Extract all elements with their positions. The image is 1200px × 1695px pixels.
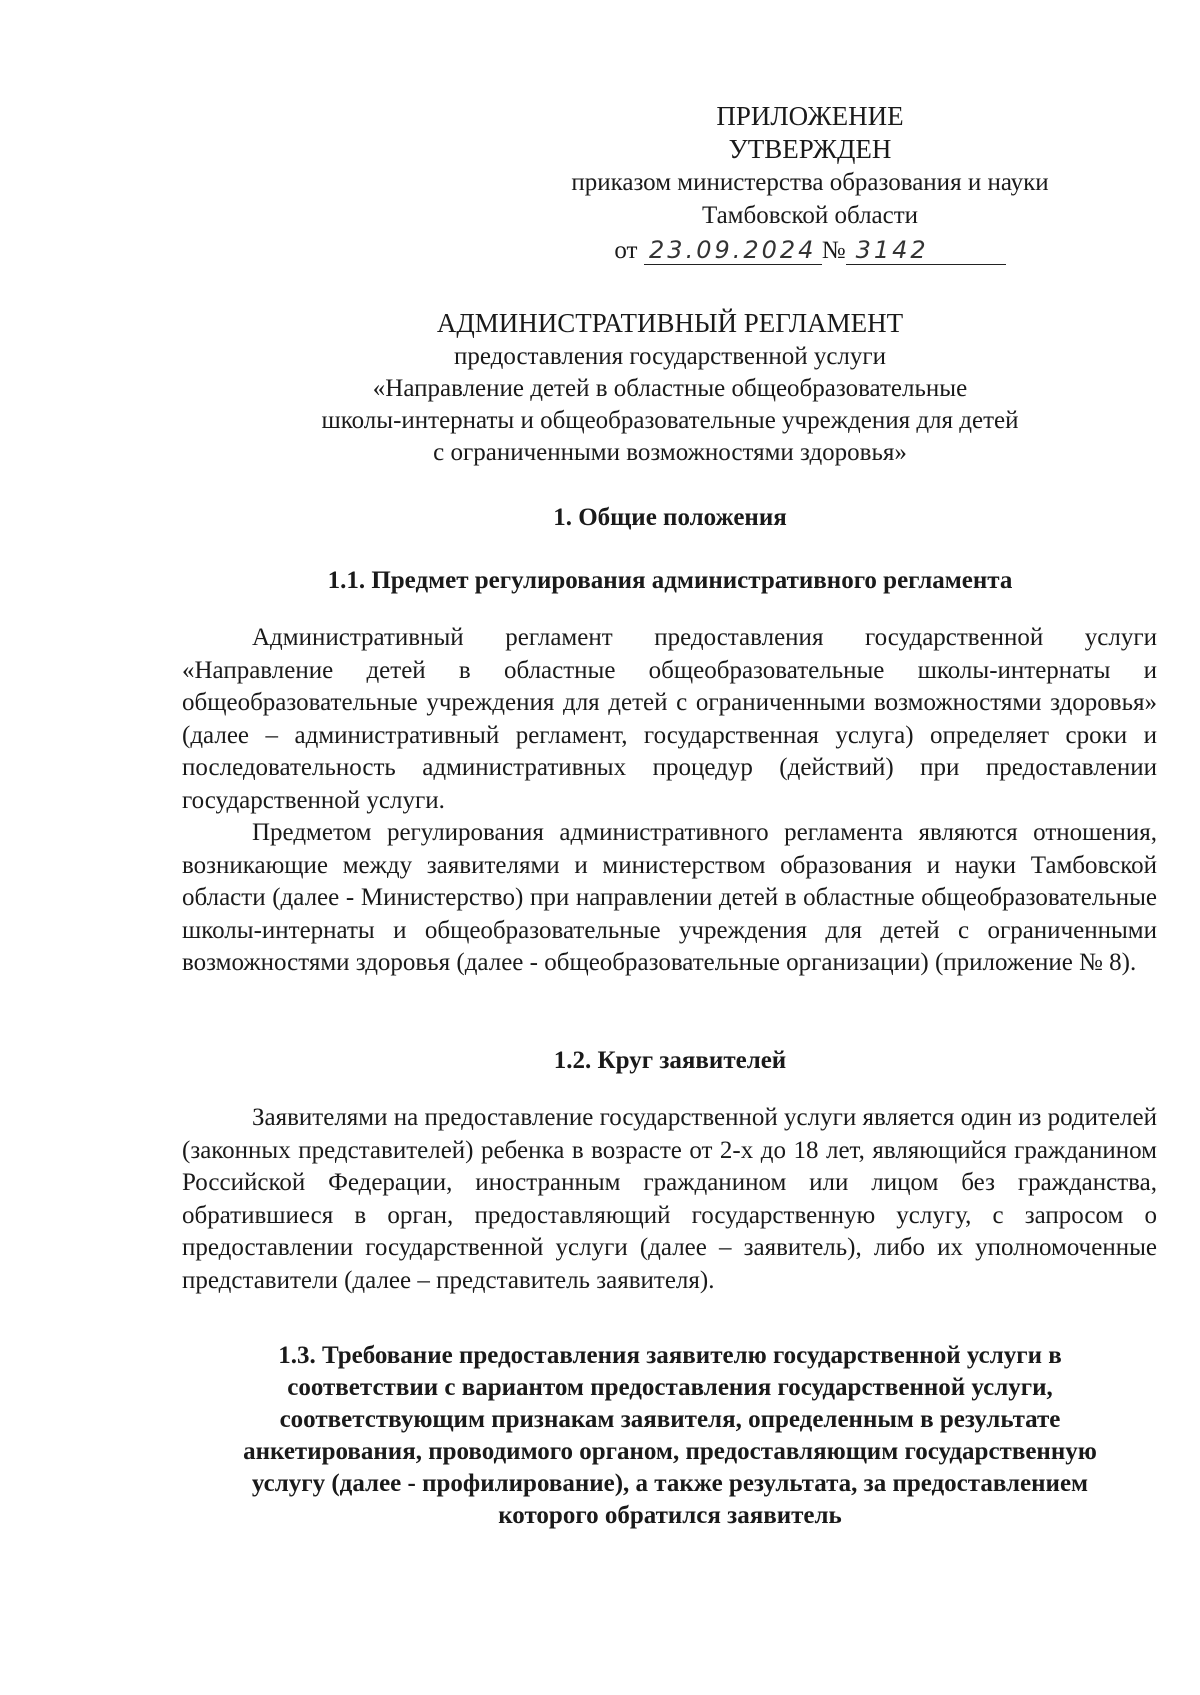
title-line-2: «Направление детей в областные общеобразовательные [372, 375, 968, 402]
order-authority: приказом министерства образования и науки [571, 169, 1049, 196]
title-line-4: с ограниченными возможностями здоровья» [433, 439, 907, 466]
approved-label: УТВЕРЖДЕН [728, 134, 892, 164]
section-heading-1-1: 1.1. Предмет регулирования административного регламента [327, 567, 1013, 594]
paragraph: Административный регламент предоставления государственной услуги «Направление детей в областные общеобразовательные школы-интернаты и общеобразовательные учреждения для детей с ограниченными возможностями здоровья» (далее – административный регламент, государственная услуга) определяет сроки и последовательность административных процедур (действий) при предоставлении государственной услуги. [182, 624, 1157, 814]
heading-line: которого обратился заявитель [498, 1502, 842, 1529]
number-label: № [821, 237, 846, 264]
section-heading-1-3 [180, 1340, 1160, 1532]
section-body-1-1 [182, 622, 1157, 980]
heading-line: 1.3. Требование предоставления заявителю государственной услуги в [278, 1342, 1062, 1369]
title-line-1: предоставления государственной услуги [453, 343, 887, 370]
order-number-handwritten: 3142 [846, 236, 1006, 265]
paragraph: Заявителями на предоставление государственной услуги является один из родителей (законных представителей) ребенка в возрасте от 2-х до 18 лет, являющийся гражданином Российской Федерации, иностранным гражданином или лицом без гражданства, обратившиеся в орган, предоставляющий государственную услугу, с запросом о предоставлении государственной услуги (далее – заявитель), либо их уполномоченные представители (далее – представитель заявителя). [182, 1104, 1157, 1294]
order-date-handwritten: 23.09.2024 [644, 236, 822, 265]
order-date-line [540, 234, 1080, 267]
heading-line: соответствии с вариантом предоставления государственной услуги, [287, 1374, 1053, 1401]
heading-line: соответствующим признакам заявителя, определенным в результате [279, 1406, 1061, 1433]
from-label: от [614, 237, 638, 264]
title-line-3: школы-интернаты и общеобразовательные учреждения для детей [321, 407, 1019, 434]
section-body-1-2 [182, 1102, 1157, 1297]
title-main: АДМИНИСТРАТИВНЫЙ РЕГЛАМЕНТ [436, 308, 904, 338]
paragraph: Предметом регулирования административного регламента являются отношения, возникающие между заявителями и министерством образования и науки Тамбовской области (далее - Министерство) при направлении детей в областные общеобразовательные школы-интернаты и общеобразовательные учреждения для детей с ограниченными возможностями здоровья (далее - общеобразовательные организации) (приложение № 8). [182, 819, 1157, 976]
section-heading-1-2: 1.2. Круг заявителей [553, 1047, 787, 1074]
heading-line: услугу (далее - профилирование), а также результата, за предоставлением [251, 1470, 1089, 1497]
approval-block [540, 100, 1080, 267]
heading-line: анкетирования, проводимого органом, предоставляющим государственную [243, 1438, 1097, 1465]
order-region: Тамбовской области [701, 202, 919, 229]
regulation-title [180, 305, 1160, 469]
appendix-label: ПРИЛОЖЕНИЕ [716, 101, 904, 131]
section-heading-general: 1. Общие положения [553, 504, 787, 531]
